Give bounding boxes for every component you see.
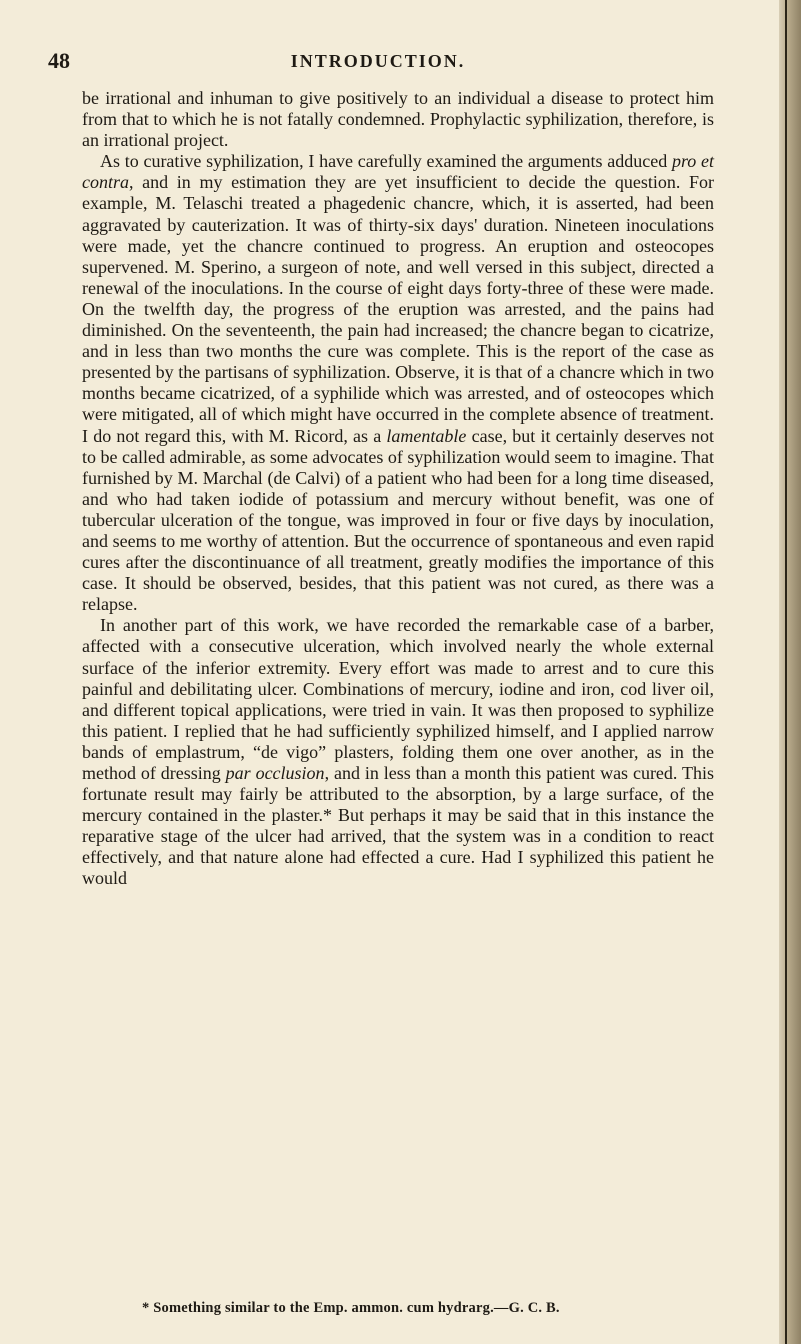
footnote: * Something similar to the Emp. ammon. cum hydrarg.—G. C. B. [142,1300,560,1316]
page-number: 48 [48,48,70,73]
italic-run: par occlusion [225,763,325,783]
running-head: INTRODUCTION. [290,51,466,71]
paragraph [82,88,714,151]
paragraph [82,615,714,889]
italic-run: lamentable [386,425,467,446]
text-run: , and in my estimation they are yet insufficient to decide the question. For example, M. Telaschi treated a phagedenic chancre, which, it is asserted, had been aggravated by cauterization. It was of thirty-six days' duration. Nineteen inoculations were made, yet the chancre continued to progress. An eruption and osteocopes supervened. M. Sperino, a surgeon of note, and well versed in this subject, directed a renewal of the inoculations. In the course of eight days forty-three of these were made. On the twelfth day, the progress of the eruption was arrested, and the pains had diminished. On the seventeenth, the pain had increased; the chancre began to cicatrize, and in less than two months the cure was complete. This is the report of the case as presented by the partisans of syphilization. Observe, it is that of a chancre which in two months became cicatrized, of a syphilide which was arrested, and of osteocopes which were mitigated, all of which might have occurred in the complete absence of treatment. I do not regard this, with M. Ricord, as a [82,172,714,446]
page-edge [779,0,801,1344]
italic-run: pro et contra [82,151,714,193]
page-header [48,48,708,74]
body-text [82,88,714,890]
text-run: be irrational and inhuman to give positively to an individual a disease to protect him from that to which he is not fatally condemned. Prophylactic syphilization, therefore, is an irrational project. [82,88,714,151]
paragraph [82,151,714,615]
text-run: In another part of this work, we have recorded the remarkable case of a barber, affected with a consecutive ulceration, which involved nearly the whole external surface of the inferior extremity. Every effort was made to arrest and to cure this painful and debilitating ulcer. Combinations of mercury, iodine and iron, cod liver oil, and different topical applications, were tried in vain. It was then proposed to syphilize this patient. I replied that he had sufficiently syphilized himself, and I applied narrow bands of emplastrum, “de vigo” plasters, folding them one over another, as in the method of dressing [82,615,714,783]
text-run: , and in less than a month this patient was cured. This fortunate result may fairly be attributed to the absorption, by a large surface, of the mercury contained in the plaster.* But perhaps it may be said that in this instance the reparative stage of the ulcer had arrived, that the system was in a condition to react effectively, and that nature alone had effected a cure. Had I syphilized this patient he would [82,763,714,889]
text-run: case, but it certainly deserves not to be called admirable, as some advocates of syphilization would seem to imagine. That furnished by M. Marchal (de Calvi) of a patient who had been for a long time diseased, and who had taken iodide of potassium and mercury without benefit, was one of tubercular ulceration of the tongue, was improved in four or five days by inoculation, and seems to me worthy of attention. But the occurrence of spontaneous and even rapid cures after the discontinuance of all treatment, greatly modifies the importance of this case. It should be observed, besides, that this patient was not cured, as there was a relapse. [82,425,714,615]
text-run: As to curative syphilization, I have carefully examined the arguments adduced [100,151,672,172]
